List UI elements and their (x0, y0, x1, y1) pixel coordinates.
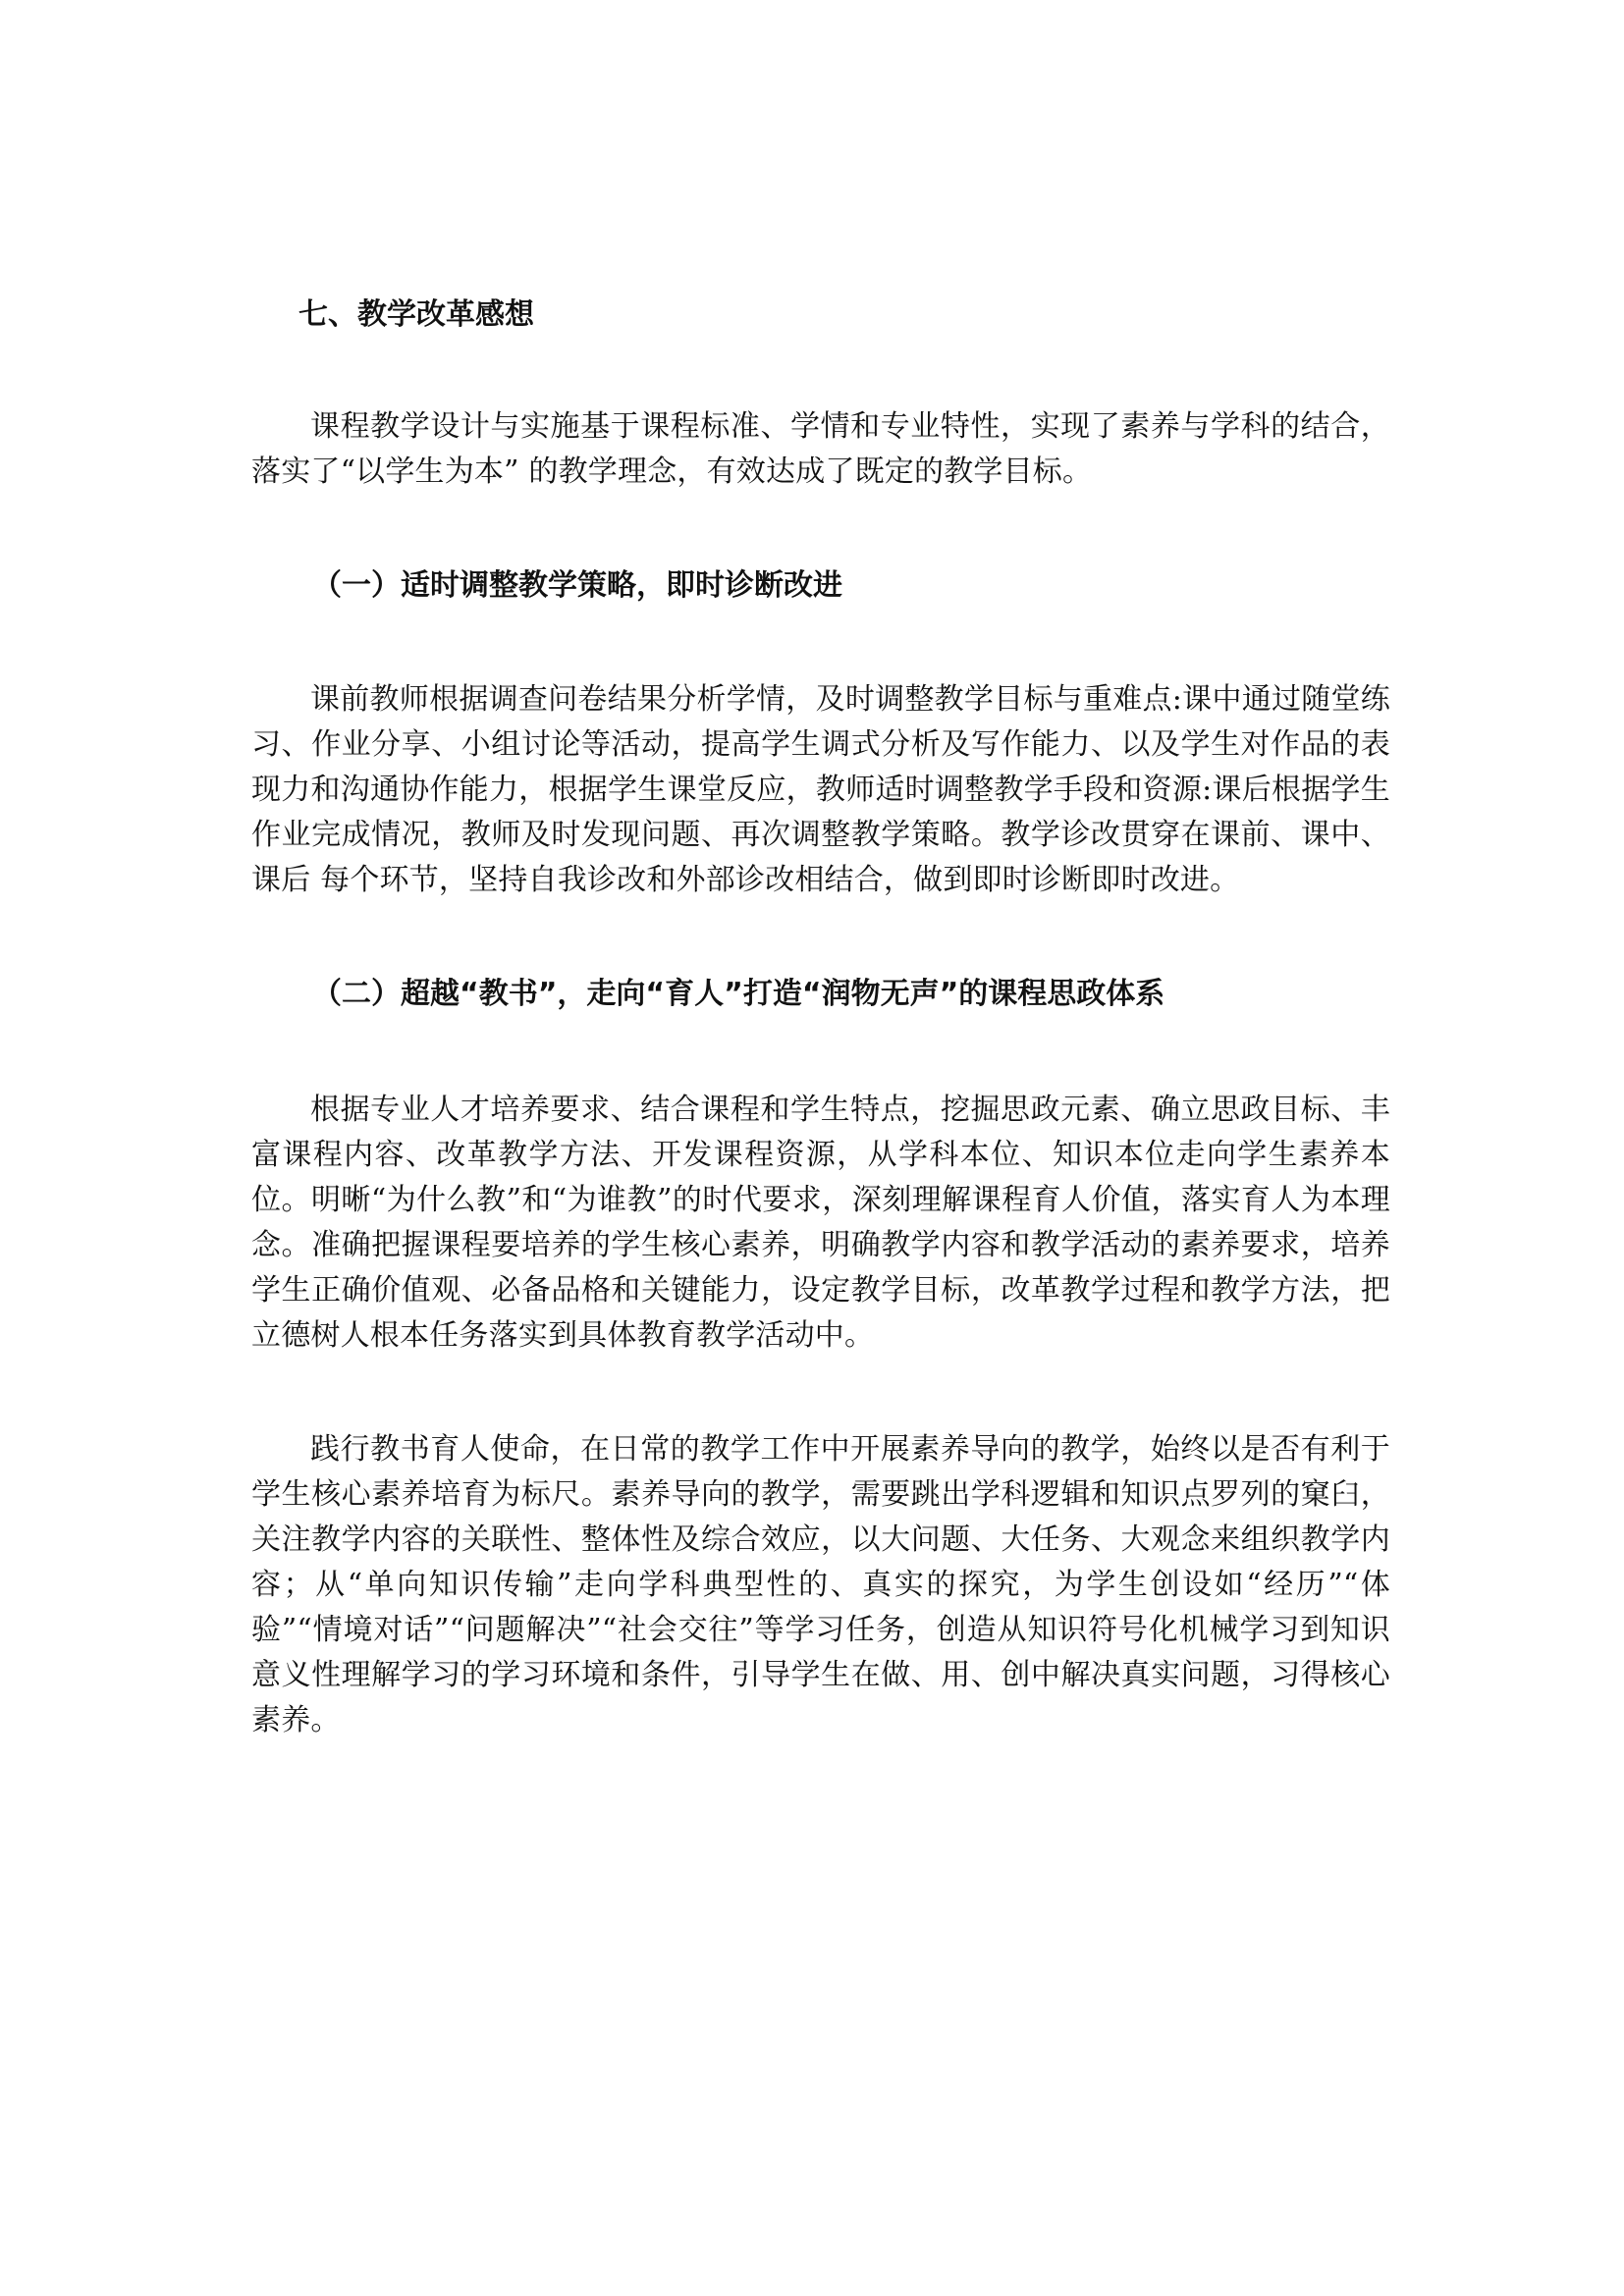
spacer (251, 495, 1390, 563)
spacer (251, 609, 1390, 677)
section-title: 七、教学改革感想 (298, 297, 534, 332)
subsection-1-title: （一）适时调整教学策略，即时诊断改进 (312, 568, 842, 603)
subsection-2-paragraph-1: 根据专业人才培养要求、结合课程和学生特点，挖掘思政元素、确立思政目标、丰富课程内容、改革教学方法、开发课程资源，从学科本位、知识本位走向学生素养本位。明晰“为什么教”和“为谁教”的时代要求，深刻理解课程育人价值，落实育人为本理念。准确把握课程要培养的学生核心素养，明确教学内容和教学活动的素养要求，培养学生正确价值观、必备品格和关键能力，设定教学目标，改革教学过程和教学方法，把立德树人根本任务落实到具体教育教学活动中。 (251, 1093, 1390, 1353)
subsection-2-paragraph-2: 践行教书育人使命，在日常的教学工作中开展素养导向的教学，始终以是否有利于学生核心素养培育为标尺。素养导向的教学，需要跳出学科逻辑和知识点罗列的窠臼，关注教学内容的关联性、整体性及综合效应，以大问题、大任务、大观念来组织教学内容；从“单向知识传输”走向学科典型性的、真实的探究，为学生创设如“经历”“体验”“情境对话”“问题解决”“社会交往”等学习任务，创造从知识符号化机械学习到知识意义性理解学习的学习环境和条件，引导学生在做、用、创中解决真实问题，习得核心素养。 (251, 1432, 1390, 1737)
spacer (251, 1359, 1390, 1427)
document-content (251, 293, 1390, 1743)
spacer (251, 903, 1390, 972)
intro-paragraph: 课程教学设计与实施基于课程标准、学情和专业特性，实现了素养与学科的结合，落实了“以学生为本” 的教学理念，有效达成了既定的教学目标。 (251, 409, 1390, 489)
subsection-1-paragraph: 课前教师根据调查问卷结果分析学情，及时调整教学目标与重难点:课中通过随堂练习、作业分享、小组讨论等活动，提高学生调式分析及写作能力、以及学生对作品的表现力和沟通协作能力，根据学生课堂反应，教师适时调整教学手段和资源:课后根据学生作业完成情况，教师及时发现问题、再次调整教学策略。教学诊改贯穿在课前、课中、课后 每个环节，坚持自我诊改和外部诊改相结合，做到即时诊断即时改进。 (251, 682, 1390, 897)
spacer (251, 338, 1390, 404)
subsection-2-title: （二）超越“教书”，走向“育人”打造“润物无声”的课程思政体系 (312, 977, 1165, 1011)
spacer (251, 1017, 1390, 1088)
